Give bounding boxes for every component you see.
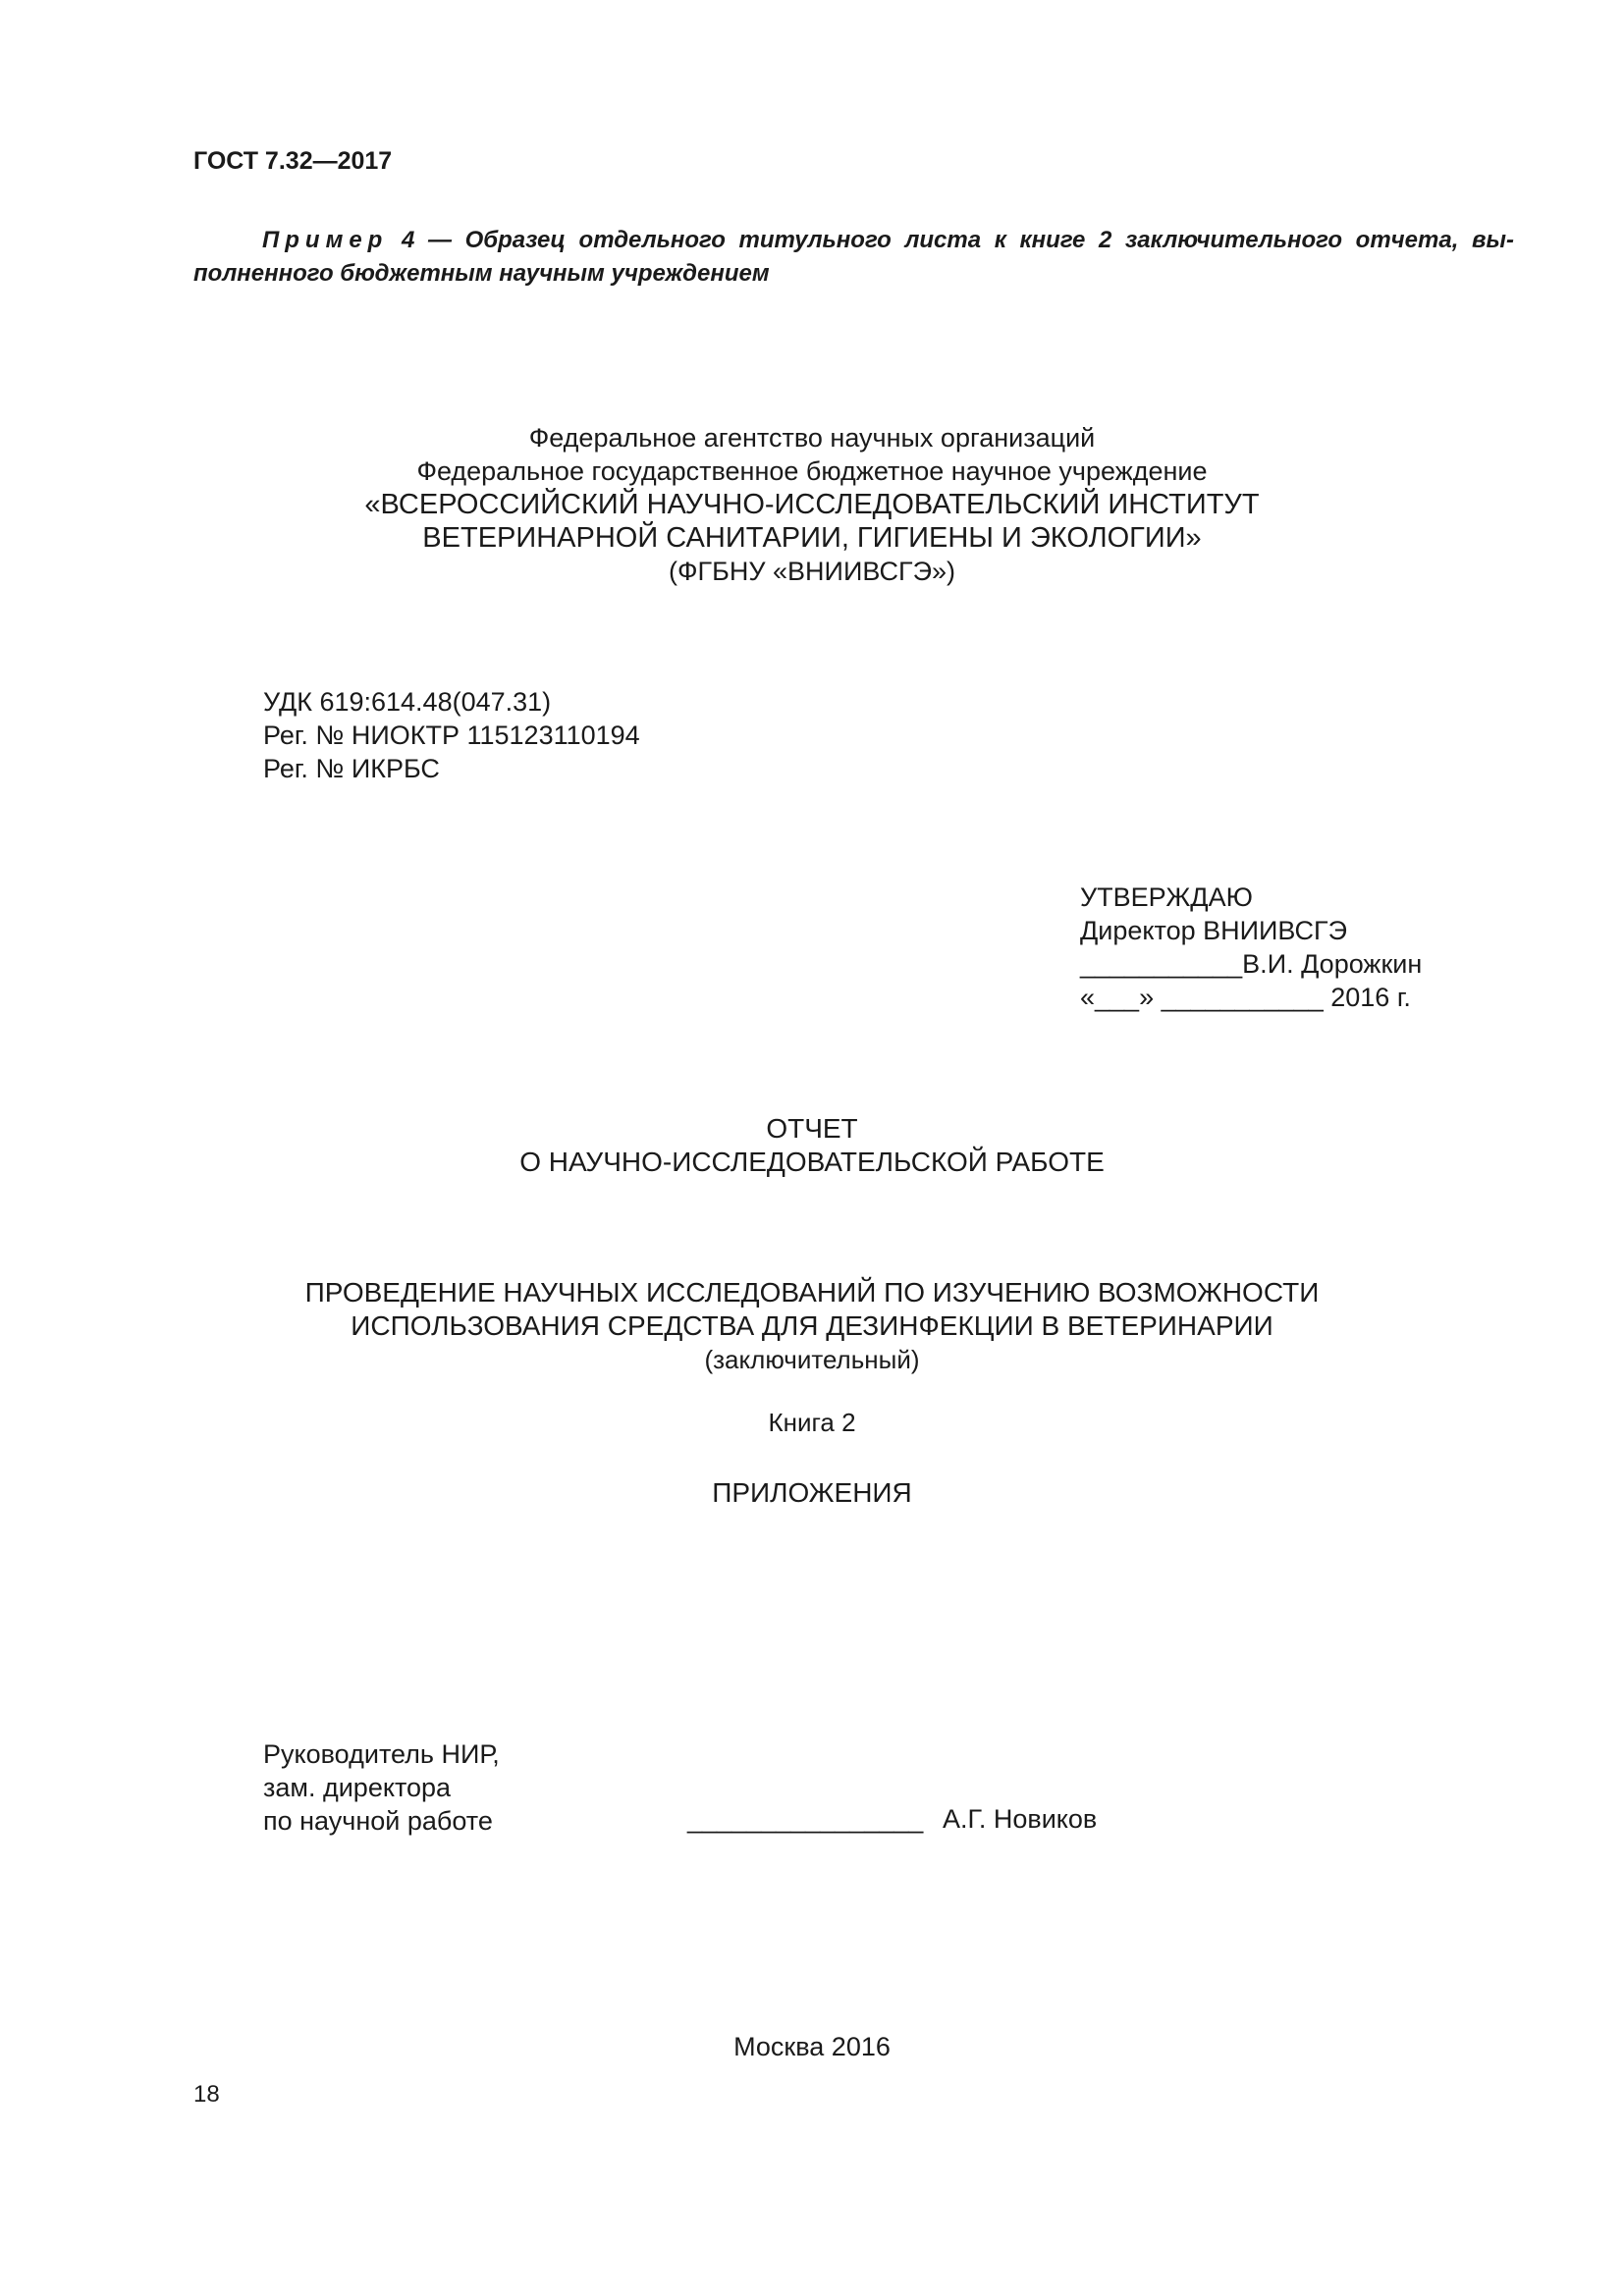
reg-ikrbs: Рег. № ИКРБС	[263, 754, 440, 783]
head-signature-line: ________________	[687, 1804, 924, 1834]
example-caption-line2: полненного бюджетным научным учреждением	[193, 260, 770, 287]
organization-abbreviation: (ФГБНУ «ВНИИВСГЭ»)	[669, 557, 955, 586]
page-number: 18	[193, 2081, 220, 2108]
example-caption	[193, 224, 1514, 291]
report-kind: (заключительный)	[704, 1345, 920, 1374]
report-type-line2: О НАУЧНО-ИССЛЕДОВАТЕЛЬСКОЙ РАБОТЕ	[519, 1147, 1105, 1177]
organization-block	[0, 421, 1624, 588]
example-caption-line1	[193, 224, 1514, 257]
head-position-block	[263, 1737, 500, 1838]
example-caption-line1-rest: 4 — Образец отдельного титульного листа к книге 2 заключительного отчета, вы-	[388, 227, 1514, 253]
city-year: Москва 2016	[733, 2032, 891, 2061]
report-title-line1: ПРОВЕДЕНИЕ НАУЧНЫХ ИССЛЕДОВАНИЙ ПО ИЗУЧЕНИЮ ВОЗМОЖНОСТИ	[304, 1277, 1320, 1308]
head-line1: Руководитель НИР,	[263, 1739, 500, 1769]
registry-block	[263, 685, 640, 785]
approval-signature: ___________В.И. Дорожкин	[1080, 949, 1423, 979]
report-type-line1: ОТЧЕТ	[766, 1113, 858, 1144]
organization-name-line2: ВЕТЕРИНАРНОЙ САНИТАРИИ, ГИГИЕНЫ И ЭКОЛОГИИ»	[422, 522, 1202, 554]
udk-code: УДК 619:614.48(047.31)	[263, 687, 552, 717]
approval-position: Директор ВНИИВСГЭ	[1080, 916, 1348, 945]
standard-header: ГОСТ 7.32—2017	[193, 147, 393, 175]
report-title-block	[0, 1276, 1624, 1376]
organization-name-line1: «ВСЕРОССИЙСКИЙ НАУЧНО-ИССЛЕДОВАТЕЛЬСКИЙ ИНСТИТУТ	[364, 489, 1260, 520]
approval-block	[1080, 881, 1422, 1014]
head-name: А.Г. Новиков	[943, 1804, 1098, 1834]
approval-title: УТВЕРЖДАЮ	[1080, 882, 1253, 912]
head-line3: по научной работе	[263, 1806, 493, 1836]
organization-type: Федеральное государственное бюджетное научное учреждение	[416, 456, 1208, 486]
example-lead-word: Пример	[262, 227, 389, 253]
approval-date: «___» ___________ 2016 г.	[1080, 983, 1411, 1012]
agency-name: Федеральное агентство научных организаций	[528, 423, 1096, 453]
reg-nioktr: Рег. № НИОКТР 115123110194	[263, 721, 640, 750]
report-type-block	[0, 1112, 1624, 1179]
book-number: Книга 2	[768, 1408, 856, 1437]
head-line2: зам. директора	[263, 1773, 452, 1802]
book-title: ПРИЛОЖЕНИЯ	[712, 1477, 912, 1508]
report-title-line2: ИСПОЛЬЗОВАНИЯ СРЕДСТВА ДЛЯ ДЕЗИНФЕКЦИИ В ВЕТЕРИНАРИИ	[351, 1310, 1273, 1341]
